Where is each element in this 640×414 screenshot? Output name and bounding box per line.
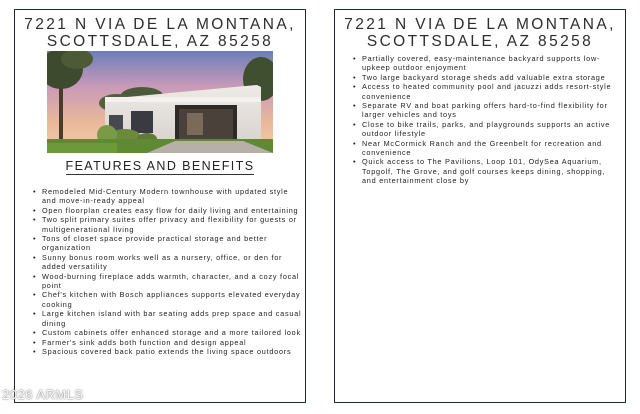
list-item: • Two split primary suites offer privacy and flexibility for guests or multigenerational living <box>32 215 304 234</box>
list-item: • Spacious covered back patio extends the living space outdoors <box>32 347 304 356</box>
features-list-continued <box>352 54 622 186</box>
list-item: • Tons of closet space provide practical storage and better organization <box>32 234 304 253</box>
list-item: • Sunny bonus room works well as a nursery, office, or den for added versatility <box>32 253 304 272</box>
list-item: • Chef's kitchen with Bosch appliances supports elevated everyday cooking <box>32 290 304 309</box>
address-line-2: SCOTTSDALE, AZ 85258 <box>366 33 594 50</box>
features-list <box>32 187 304 356</box>
flyer-page-left <box>14 9 306 403</box>
list-item: • Quick access to The Pavilions, Loop 101, OdySea Aquarium, Topgolf, The Grove, and golf courses keeps dining, shopping, and entertainment close by <box>352 157 622 185</box>
list-item: • Remodeled Mid-Century Modern townhouse with updated style and move-in-ready appeal <box>32 187 304 206</box>
list-item: • Two large backyard storage sheds add valuable extra storage <box>352 73 622 82</box>
address-heading <box>335 16 625 50</box>
property-photo <box>47 51 273 153</box>
list-item: • Custom cabinets offer enhanced storage and a more tailored look <box>32 328 304 337</box>
list-item: • Farmer's sink adds both function and design appeal <box>32 338 304 347</box>
address-line-1: 7221 N VIA DE LA MONTANA, <box>344 16 616 33</box>
address-heading <box>15 16 305 50</box>
list-item: • Open floorplan creates easy flow for daily living and entertaining <box>32 206 304 215</box>
list-item: • Separate RV and boat parking offers hard-to-find flexibility for larger vehicles and toys <box>352 101 622 120</box>
flyer-page-right <box>334 9 626 403</box>
list-item: • Large kitchen island with bar seating adds prep space and casual dining <box>32 309 304 328</box>
address-line-2: SCOTTSDALE, AZ 85258 <box>46 33 274 50</box>
list-item: • Wood-burning fireplace adds warmth, character, and a cozy focal point <box>32 272 304 291</box>
list-item: • Near McCormick Ranch and the Greenbelt for recreation and convenience <box>352 139 622 158</box>
list-item: • Close to bike trails, parks, and playgrounds supports an active outdoor lifestyle <box>352 120 622 139</box>
watermark: 2026 ARMLS <box>2 387 84 402</box>
list-item: • Access to heated community pool and jacuzzi adds resort-style convenience <box>352 82 622 101</box>
address-line-1: 7221 N VIA DE LA MONTANA, <box>24 16 296 33</box>
features-heading: FEATURES AND BENEFITS <box>65 159 255 173</box>
list-item: • Partially covered, easy-maintenance backyard supports low-upkeep outdoor enjoyment <box>352 54 622 73</box>
